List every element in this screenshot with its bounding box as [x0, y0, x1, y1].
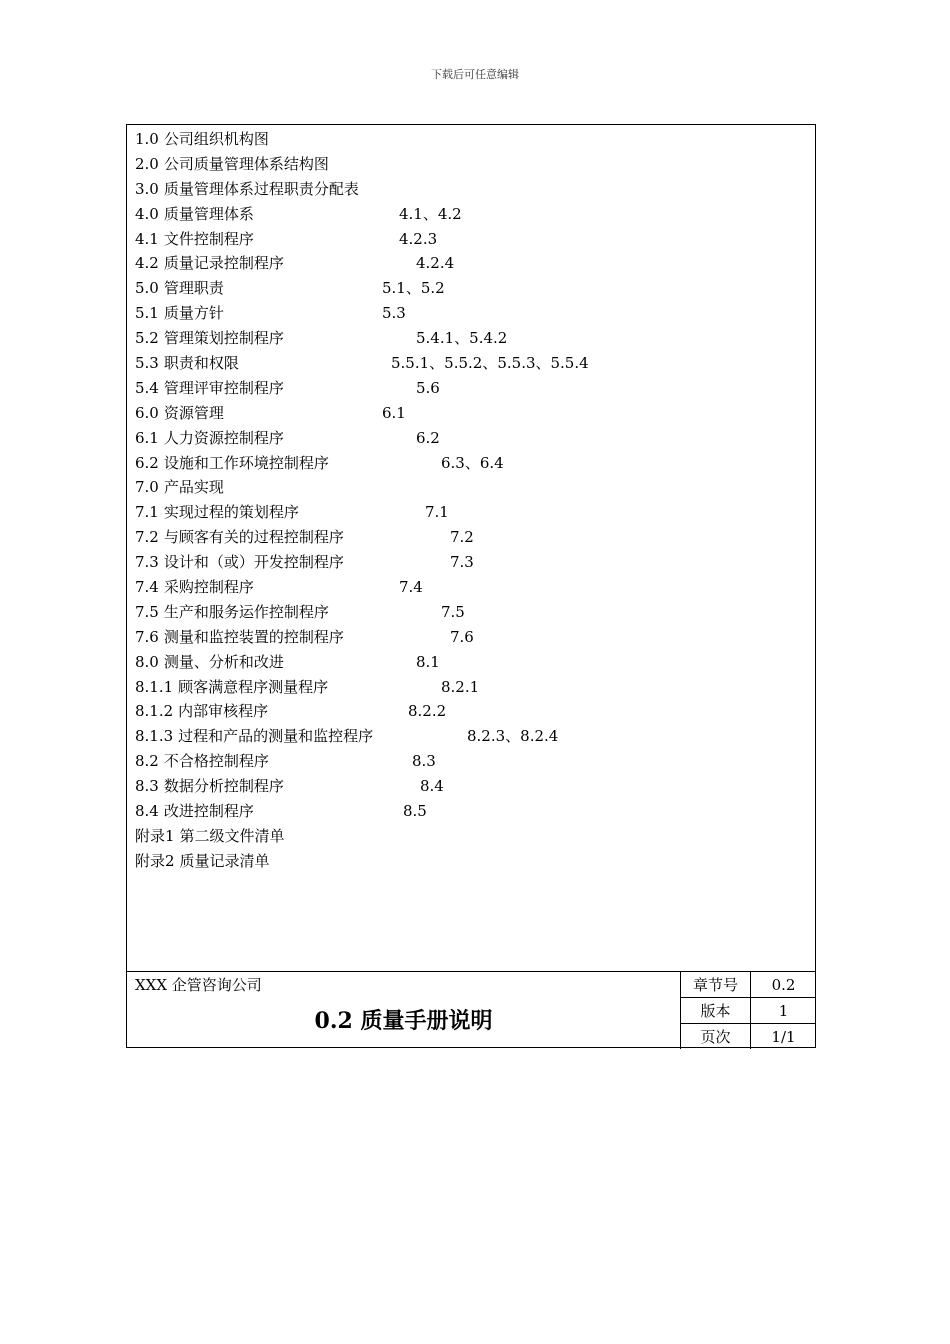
- meta-row-section: [681, 972, 817, 998]
- toc-entry: [135, 600, 807, 625]
- toc-entry: [135, 351, 807, 376]
- toc-entry-title: 管理评审控制程序: [163, 378, 284, 397]
- toc-entry: [135, 774, 807, 799]
- toc-entry-title: 人力资源控制程序: [163, 428, 284, 447]
- toc-entry-clause-ref: 5.6: [416, 378, 440, 397]
- toc-entry-number: 5.1: [135, 304, 159, 323]
- toc-entry-title: 过程和产品的测量和监控程序: [178, 727, 374, 746]
- toc-entry-title: 质量管理体系: [163, 204, 254, 223]
- document-frame: [126, 124, 816, 1048]
- toc-entry-title: 质量记录清单: [179, 851, 270, 870]
- toc-entry: [135, 749, 807, 774]
- toc-entry: [135, 675, 807, 700]
- toc-entry: [135, 799, 807, 824]
- toc-entry-number: 6.2: [135, 453, 159, 472]
- toc-entry: [135, 301, 807, 326]
- meta-value: 0.2: [751, 972, 817, 998]
- toc-entry-title: 实现过程的策划程序: [163, 503, 299, 522]
- toc-entry-number: 7.2: [135, 528, 159, 547]
- meta-label: 章节号: [681, 972, 751, 998]
- toc-entry-number: 3.0: [135, 179, 159, 198]
- toc-entry: [135, 276, 807, 301]
- toc-entry-number: 1.0: [135, 130, 159, 148]
- toc-entry-clause-ref: 5.4.1、5.4.2: [416, 329, 508, 348]
- toc-entry-clause-ref: 8.2.3、8.2.4: [467, 727, 559, 746]
- toc-entry-number: 8.0: [135, 652, 159, 671]
- toc-entry-number: 8.2: [135, 752, 159, 771]
- meta-value: 1/1: [751, 1024, 817, 1050]
- toc-entry: [135, 251, 807, 276]
- toc-entry-number: 4.2: [135, 254, 159, 273]
- toc-entry-title: 测量、分析和改进: [163, 652, 284, 671]
- toc-entry-title: 产品实现: [163, 478, 224, 497]
- toc-entry-number: 5.4: [135, 378, 159, 397]
- toc-entry-number: 7.1: [135, 503, 159, 522]
- toc-entry-number: 6.0: [135, 403, 159, 422]
- meta-row-page: [681, 1024, 817, 1050]
- toc-entry-clause-ref: 4.2.4: [416, 254, 455, 273]
- meta-label: 版本: [681, 998, 751, 1024]
- toc-entry-title: 设施和工作环境控制程序: [163, 453, 329, 472]
- toc-entry-title: 资源管理: [163, 403, 224, 422]
- toc-entry: [135, 227, 807, 252]
- toc-entry: [135, 127, 807, 152]
- toc-entry-clause-ref: 8.1: [416, 652, 440, 671]
- toc-entry-clause-ref: 5.1、5.2: [382, 279, 445, 298]
- toc-entry-clause-ref: 5.5.1、5.5.2、5.5.3、5.5.4: [391, 354, 589, 373]
- toc-entry-clause-ref: 8.3: [412, 752, 436, 771]
- toc-entry: [135, 500, 807, 525]
- toc-entry-clause-ref: 7.2: [450, 528, 474, 547]
- toc-entry-title: 与顾客有关的过程控制程序: [163, 528, 344, 547]
- toc-entry-number: 5.0: [135, 279, 159, 298]
- toc-entry: [135, 451, 807, 476]
- toc-entry-number: 4.0: [135, 204, 159, 223]
- toc-entry-number: 7.6: [135, 627, 159, 646]
- toc-entry-title: 管理职责: [163, 279, 224, 298]
- toc-entry: [135, 824, 807, 849]
- toc-entry-number: 2.0: [135, 154, 159, 173]
- toc-entry-clause-ref: 5.3: [382, 304, 406, 323]
- toc-entry: [135, 625, 807, 650]
- toc-entry-number: 附录2: [135, 851, 175, 870]
- toc-entry-number: 5.3: [135, 354, 159, 373]
- toc-entry-title: 第二级文件清单: [179, 826, 285, 845]
- company-name: XXX 企管咨询公司: [135, 976, 262, 994]
- meta-value: 1: [751, 998, 817, 1024]
- toc-entry-title: 采购控制程序: [163, 578, 254, 597]
- toc-entry-clause-ref: 6.3、6.4: [441, 453, 504, 472]
- toc-entry-title: 设计和（或）开发控制程序: [163, 553, 344, 572]
- toc-entry-title: 内部审核程序: [178, 702, 269, 721]
- document-title: 0.2 质量手册说明: [314, 1008, 493, 1034]
- toc-entry-number: 7.0: [135, 478, 159, 497]
- toc-entry-title: 测量和监控装置的控制程序: [163, 627, 344, 646]
- toc-entry-clause-ref: 6.2: [416, 428, 440, 447]
- meta-row-version: [681, 998, 817, 1024]
- toc-entry-clause-ref: 7.5: [441, 602, 465, 621]
- toc-entry-clause-ref: 7.6: [450, 627, 474, 646]
- toc-entry: [135, 550, 807, 575]
- toc-entry-clause-ref: 8.5: [403, 802, 427, 821]
- toc-entry-clause-ref: 7.4: [399, 578, 423, 597]
- toc-entry-number: 6.1: [135, 428, 159, 447]
- toc-entry-title: 质量方针: [163, 304, 224, 323]
- toc-entry-number: 8.1.3: [135, 727, 174, 746]
- toc-entry-clause-ref: 8.2.2: [408, 702, 447, 721]
- toc-entry-clause-ref: 8.2.1: [441, 677, 480, 696]
- toc-entry-title: 质量记录控制程序: [163, 254, 284, 273]
- toc-entry-number: 8.1.1: [135, 677, 174, 696]
- toc-entry: [135, 326, 807, 351]
- toc-entry: [135, 849, 807, 874]
- toc-entry-clause-ref: 8.4: [420, 777, 444, 796]
- toc-entry: [135, 724, 807, 749]
- document-meta-table: [680, 972, 816, 1049]
- toc-entry-clause-ref: 4.1、4.2: [399, 204, 462, 223]
- toc-entry-title: 数据分析控制程序: [163, 777, 284, 796]
- toc-entry-title: 公司组织机构图: [163, 130, 269, 148]
- toc-entry-number: 7.4: [135, 578, 159, 597]
- toc-entry: [135, 152, 807, 177]
- toc-entry-number: 附录1: [135, 826, 175, 845]
- toc-entry-number: 5.2: [135, 329, 159, 348]
- toc-entry-number: 7.3: [135, 553, 159, 572]
- toc-entry-number: 4.1: [135, 229, 159, 248]
- toc-entry-clause-ref: 6.1: [382, 403, 406, 422]
- toc-entry-title: 顾客满意程序测量程序: [178, 677, 329, 696]
- toc-entry: [135, 426, 807, 451]
- table-of-contents: [135, 127, 807, 874]
- meta-label: 页次: [681, 1024, 751, 1050]
- toc-entry: [135, 475, 807, 500]
- toc-entry-title: 质量管理体系过程职责分配表: [163, 179, 359, 198]
- toc-entry: [135, 401, 807, 426]
- toc-entry-title: 不合格控制程序: [163, 752, 269, 771]
- toc-entry-number: 7.5: [135, 602, 159, 621]
- toc-entry: [135, 202, 807, 227]
- toc-entry-number: 8.4: [135, 802, 159, 821]
- toc-entry-clause-ref: 4.2.3: [399, 229, 438, 248]
- document-footer: [127, 971, 815, 1048]
- toc-entry: [135, 376, 807, 401]
- toc-entry-clause-ref: 7.1: [425, 503, 449, 522]
- toc-entry-title: 管理策划控制程序: [163, 329, 284, 348]
- toc-entry-title: 职责和权限: [163, 354, 239, 373]
- toc-entry-title: 生产和服务运作控制程序: [163, 602, 329, 621]
- toc-entry-number: 8.3: [135, 777, 159, 796]
- toc-entry-clause-ref: 7.3: [450, 553, 474, 572]
- toc-entry: [135, 575, 807, 600]
- toc-entry: [135, 177, 807, 202]
- toc-entry-title: 文件控制程序: [163, 229, 254, 248]
- toc-entry: [135, 699, 807, 724]
- toc-entry-title: 改进控制程序: [163, 802, 254, 821]
- toc-entry-number: 8.1.2: [135, 702, 174, 721]
- toc-entry: [135, 650, 807, 675]
- toc-entry-title: 公司质量管理体系结构图: [163, 154, 329, 173]
- page-header-note: 下载后可任意编辑: [431, 68, 519, 81]
- toc-entry: [135, 525, 807, 550]
